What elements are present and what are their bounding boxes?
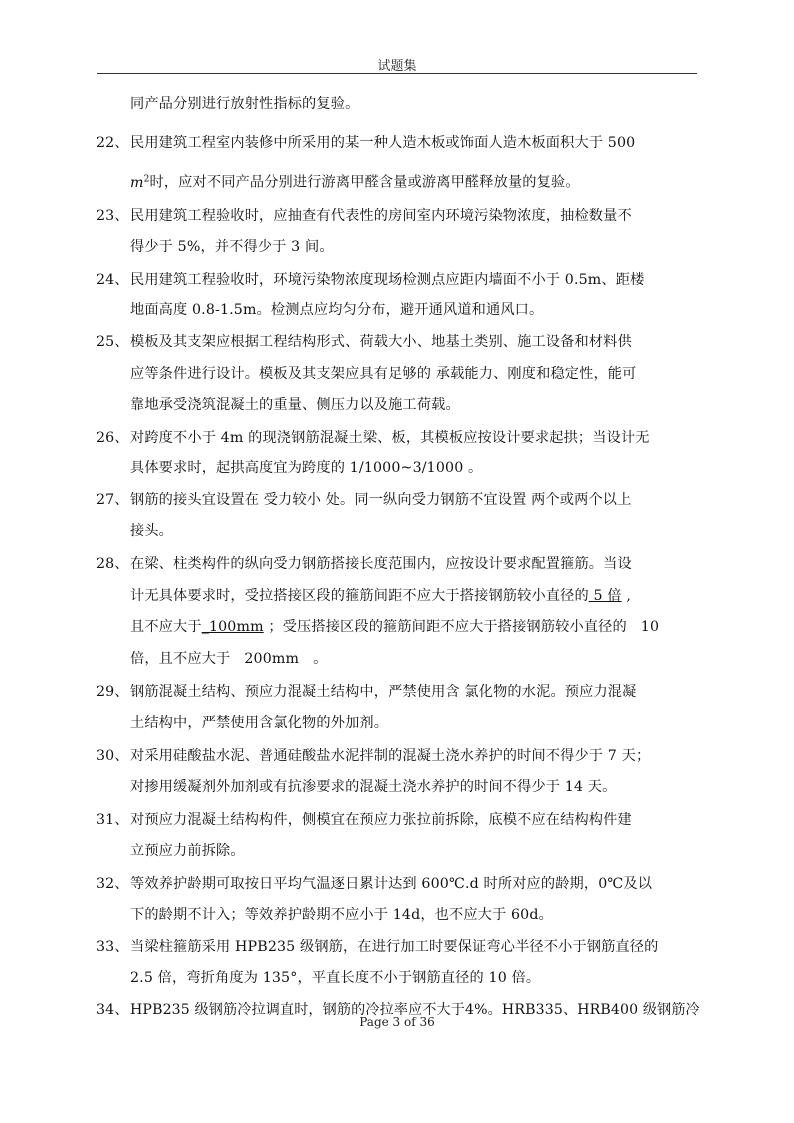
item-text-line: 当梁柱箍筋采用 HPB235 级钢筋，在进行加工时要保证弯心半径不小于钢筋直径的 <box>130 939 659 955</box>
item-number: 30、 <box>96 748 129 764</box>
item-text-line: 对跨度不小于 4m 的现浇钢筋混凝土梁、板，其模板应按设计要求起拱；当设计无 <box>130 430 650 446</box>
item-text-line: 对预应力混凝土结构构件，侧模宜在预应力张拉前拆除，底模不应在结构构件建 <box>130 812 632 828</box>
item-text-line: 土结构中，严禁使用含氯化物的外加剂。 <box>130 715 389 731</box>
item-text-line: 民用建筑工程验收时，应抽查有代表性的房间室内环境污染物浓度，抽检数量不 <box>130 208 632 224</box>
item-number: 33、 <box>96 939 129 955</box>
item-text-line: 等效养护龄期可取按日平均气温逐日累计达到 600℃.d 时所对应的龄期，0℃及以 <box>130 876 653 892</box>
item-text-line: 靠地承受浇筑混凝土的重量、侧压力以及施工荷载。 <box>130 397 460 413</box>
item-number: 32、 <box>96 876 129 892</box>
item-text-line: 民用建筑工程室内装修中所采用的某一种人造木板或饰面人造木板面积大于 500 <box>130 135 636 151</box>
item-number: 29、 <box>96 684 129 700</box>
item-number: 31、 <box>96 812 129 828</box>
item-number: 28、 <box>96 556 129 572</box>
item-text-line: 对掺用缓凝剂外加剂或有抗渗要求的混凝土浇水养护的时间不得少于 14 天。 <box>130 779 617 795</box>
item-number: 27、 <box>96 492 129 508</box>
item-text-line: 应等条件进行设计。模板及其支架应具有足够的 承载能力、刚度和稳定性，能可 <box>130 366 637 382</box>
item-text-line: 立预应力前拆除。 <box>130 843 245 859</box>
item-text-line: $m^2$时，应对不同产品分别进行游离甲醛含量或游离甲醛释放量的复验。 <box>130 174 580 191</box>
item-number: 26、 <box>96 430 129 446</box>
item-text-line: 得少于 5%，并不得少于 3 间。 <box>130 239 334 255</box>
item-text-line: 在梁、柱类构件的纵向受力钢筋搭接长度范围内，应按设计要求配置箍筋。当设 <box>130 556 632 572</box>
fill-blank-answer: _100mm <box>201 619 264 635</box>
item-text-line: 倍，且不应大于 200mm 。 <box>130 651 328 667</box>
item-text-line: 计无具体要求时，受拉搭接区段的箍筋间距不应大于搭接钢筋较小直径的 5 倍 , <box>130 588 631 604</box>
unit-square-meter: $m^2$ <box>130 174 150 191</box>
item-text-line: 模板及其支架应根据工程结构形式、荷载大小、地基土类别、施工设备和材料供 <box>130 334 632 350</box>
item-number: 25、 <box>96 334 129 350</box>
item-text-line: 民用建筑工程验收时，环境污染物浓度现场检测点应距内墙面不小于 0.5m、距楼 <box>130 272 645 288</box>
item-text-line: 同产品分别进行放射性指标的复验。 <box>130 96 360 112</box>
item-text-line: 地面高度 0.8-1.5m。检测点应均匀分布，避开通风道和通风口。 <box>130 302 544 318</box>
page-number: Page 3 of 36 <box>359 1015 435 1029</box>
item-text-line: 钢筋混凝土结构、预应力混凝土结构中，严禁使用含 氯化物的水泥。预应力混凝 <box>130 684 637 700</box>
item-text-line: 且不应大于_100mm ；受压搭接区段的箍筋间距不应大于搭接钢筋较小直径的 10 <box>130 619 660 635</box>
item-text-line: 接头。 <box>130 523 174 539</box>
page-header-title: 试题集 <box>377 59 417 74</box>
fill-blank-answer: 200mm <box>244 651 300 667</box>
header-divider <box>97 73 697 74</box>
item-text-line: 具体要求时，起拱高度宜为跨度的 1/1000~3/1000 。 <box>130 460 483 476</box>
item-text-line: 2.5 倍，弯折角度为 135°，平直长度不小于钢筋直径的 10 倍。 <box>130 970 541 986</box>
item-text-line: 钢筋的接头宜设置在 受力较小 处。同一纵向受力钢筋不宜设置 两个或两个以上 <box>130 492 632 508</box>
fill-blank-answer: 5 倍 <box>588 588 622 604</box>
item-number: 34、 <box>96 1002 129 1018</box>
item-number: 24、 <box>96 272 129 288</box>
item-text-line: 对采用硅酸盐水泥、普通硅酸盐水泥拌制的混凝土浇水养护的时间不得少于 7 天； <box>130 748 651 764</box>
item-number: 22、 <box>96 135 129 151</box>
fill-blank-answer: 10 <box>640 619 660 635</box>
item-text-line: 下的龄期不计入；等效养护龄期不应小于 14d，也不应大于 60d。 <box>130 907 553 923</box>
item-text-line: HPB235 级钢筋冷拉调直时，钢筋的冷拉率应不大于4%。HRB335、HRB400 级钢筋冷 <box>130 1002 700 1018</box>
item-number: 23、 <box>96 208 129 224</box>
